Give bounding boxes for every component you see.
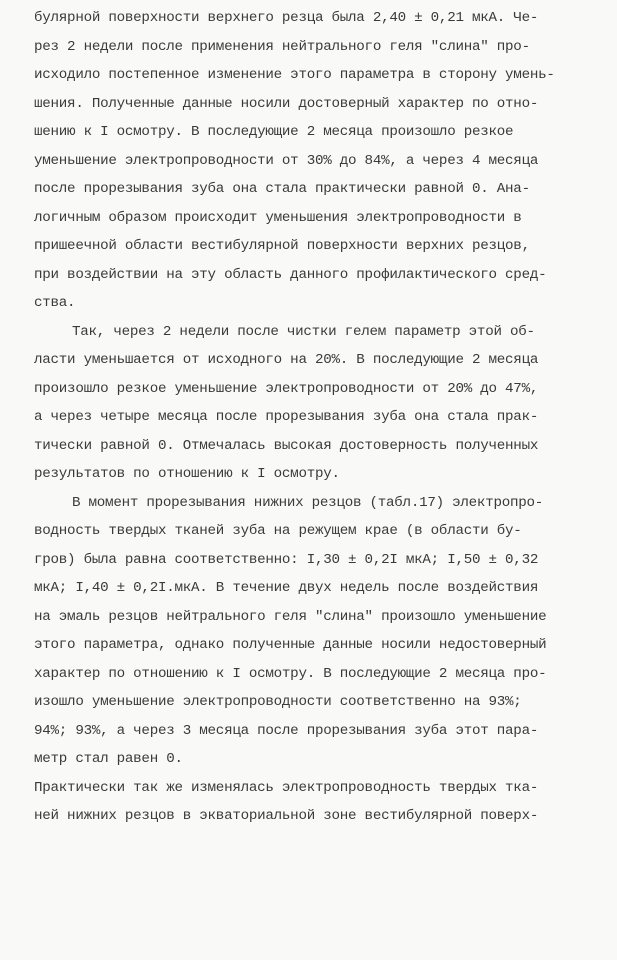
text-line: изошло уменьшение электропроводности соответственно на 93%; (34, 694, 522, 710)
text-line: шения. Полученные данные носили достоверный характер по отно- (34, 95, 539, 112)
text-line: В момент прорезывания нижних резцов (табл.17) электропро- (72, 494, 544, 511)
text-line: исходило постепенное изменение этого параметра в сторону умень- (34, 67, 555, 83)
text-line: шению к I осмотру. В последующие 2 месяца произошло резкое (34, 124, 514, 140)
text-line: гров) была равна соответственно: I,30 ± 0,2I мкА; I,50 ± 0,32 (34, 551, 539, 568)
text-line: метр стал равен 0. (34, 751, 183, 767)
text-line: булярной поверхности верхнего резца была 2,40 ± 0,21 мкА. Че- (34, 10, 539, 26)
text-line: ства. (34, 295, 76, 311)
text-line: на эмаль резцов нейтрального геля "слина" произошло уменьшение (34, 608, 547, 625)
text-line: пришеечной области вестибулярной поверхности верхних резцов, (34, 238, 530, 254)
text-line: ласти уменьшается от исходного на 20%. В последующие 2 месяца (34, 352, 539, 368)
text-line: после прорезывания зуба она стала практически равной 0. Ана- (34, 181, 530, 197)
text-line: логичным образом происходит уменьшения электропроводности в (34, 209, 522, 226)
text-line: характер по отношению к I осмотру. В последующие 2 месяца про- (34, 665, 547, 682)
text-line: мкА; I,40 ± 0,2I.мкА. В течение двух недель после воздействия (34, 580, 539, 596)
text-line: при воздействии на эту область данного профилактического сред- (34, 266, 547, 283)
text-line: а через четыре месяца после прорезывания зуба она стала прак- (34, 409, 539, 425)
text-line: результатов по отношению к I осмотру. (34, 466, 340, 482)
text-line: тически равной 0. Отмечалась высокая достоверность полученных (34, 437, 539, 454)
text-line: Так, через 2 недели после чистки гелем параметр этой об- (72, 323, 535, 340)
text-line: 94%; 93%, а через 3 месяца после прорезывания зуба этот пара- (34, 722, 539, 739)
text-line: Практически так же изменялась электропроводность твердых тка- (34, 779, 539, 796)
text-line: произошло резкое уменьшение электропроводности от 20% до 47%, (34, 380, 539, 397)
text-line: уменьшение электропроводности от 30% до 84%, а через 4 месяца (34, 152, 539, 169)
text-line: этого параметра, однако полученные данные носили недостоверный (34, 637, 547, 653)
text-line: водность твердых тканей зуба на режущем крае (в области бу- (34, 523, 522, 539)
text-line: рез 2 недели после применения нейтрального геля "слина" про- (34, 38, 530, 55)
text-line: ней нижних резцов в экваториальной зоне вестибулярной поверх- (34, 808, 539, 824)
body-text (34, 4, 580, 831)
